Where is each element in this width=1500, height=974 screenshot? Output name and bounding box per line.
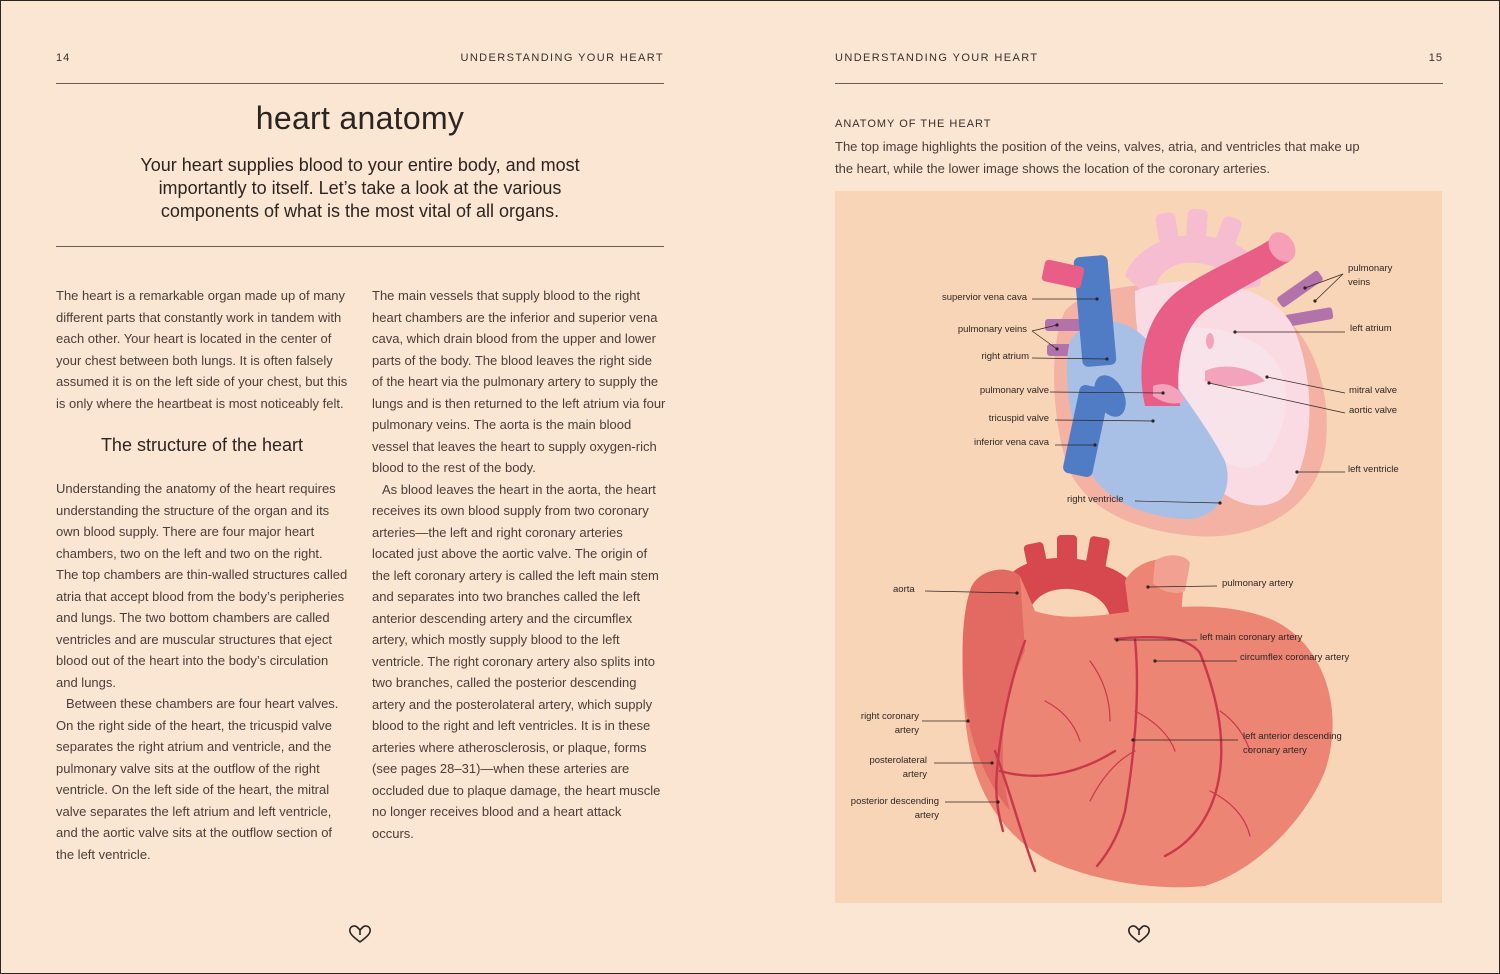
header-rule [56,83,664,84]
label-circumflex-coronary-artery: circumflex coronary artery [1240,652,1350,663]
label-posterior-descending-artery: posterior descending artery [850,796,939,821]
paragraph: As blood leaves the heart in the aorta, the heart receives its own blood supply from two coronary arteries—the left and right coronary arteries located just above the aortic valve. The origin of the left coronary artery is called the left main stem and separates into two branches called the left anterior descending artery and the circumflex artery, which mostly supply blood to the left ventricle. The right coronary artery also splits into two branches, called the posterior descending artery and the posterolateral artery, which supply blood to the right and left ventricles. It is in these arteries where atherosclerosis, or plaque, forms (see pages 28–31)—when these arteries are occluded due to plaque damage, the heart muscle no longer receives blood and a heart attack occurs. [372,481,661,841]
column-2 [372,285,666,844]
intro-text: Your heart supplies blood to your entire body, and most importantly to itself. Let’s take a look at the various components of what is the most vital of all organs. [140,155,580,221]
paragraph: The main vessels that supply blood to the right heart chambers are the inferior and superior vena cava, which drain blood from the upper and lower parts of the body. The blood leaves the right side of the heart via the pulmonary artery to supply the lungs and is then returned to the left atrium via four pulmonary veins. The aorta is the main blood vessel that leaves the heart to supply oxygen-rich blood to the rest of the body. [372,288,666,475]
label-left-ventricle: left ventricle [1348,464,1399,475]
page-title: heart anatomy [255,100,465,136]
label-left-atrium: left atrium [1350,323,1392,334]
heart-outline-icon [1127,924,1151,944]
label-pulmonary-veins-right: pulmonary veins [1348,263,1393,288]
paragraph: Understanding the anatomy of the heart requires understanding the structure of the organ and its own blood supply. There are four major heart chambers, two on the left and two on the right. The top chambers are thin-walled structures called atria that accept blood from the body’s peripheries and lungs. The two bottom chambers are called ventricles and are muscular structures that eject blood out of the heart into the body’s circulation and lungs. [56,481,348,690]
paragraph: Between these chambers are four heart valves. On the right side of the heart, the tricuspid valve separates the right atrium and ventricle, and the pulmonary valve sits at the outflow of the right ventricle. On the left side of the heart, the mitral valve separates the left atrium and left ventricle, and the aortic valve sits at the outflow section of the left ventricle. [56,696,339,862]
heart-anatomy-figure [835,191,1442,903]
label-aortic-valve: aortic valve [1349,405,1398,416]
header-rule [835,83,1443,84]
intro-rule [56,246,664,247]
label-mitral-valve: mitral valve [1349,385,1398,396]
page-number-left: 14 [56,52,71,64]
label-pulmonary-artery: pulmonary artery [1222,578,1294,589]
running-head-right: UNDERSTANDING YOUR HEART [835,52,1039,64]
figure-caption: The top image highlights the position of the veins, valves, atria, and ventricles that make up the heart, while the lower image shows the location of the coronary arteries. [835,139,1360,176]
label-inferior-vena-cava: inferior vena cava [974,437,1049,448]
figure-caption-heading: ANATOMY OF THE HEART [835,118,992,130]
label-left-main-coronary-artery: left main coronary artery [1200,632,1303,643]
label-tricuspid-valve: tricuspid valve [988,413,1049,424]
section-heading: The structure of the heart [100,435,304,455]
label-aorta: aorta [893,584,915,595]
label-right-coronary-artery: right coronary artery [860,711,919,736]
right-page [750,0,1500,974]
label-superior-vena-cava: supervior vena cava [941,292,1027,303]
running-head-left: UNDERSTANDING YOUR HEART [460,52,664,64]
label-pulmonary-veins-left: pulmonary veins [957,324,1027,335]
heart-outline-icon [348,924,372,944]
label-right-ventricle: right ventricle [1067,494,1124,505]
label-pulmonary-valve: pulmonary valve [979,385,1049,396]
paragraph: The heart is a remarkable organ made up of many different parts that constantly work in tandem with each other. Your heart is located in the center of your chest between both lungs. It is often falsely assumed it is on the left side of your chest, but this is only where the heartbeat is most noticeably felt. [56,288,348,411]
page-number-right: 15 [1428,52,1443,64]
label-left-anterior-descending-artery: left anterior descending coronary artery [1243,731,1342,756]
cross-section-heart [1041,208,1334,536]
label-right-atrium: right atrium [981,351,1029,362]
label-posterolateral-artery: posterolateral artery [869,755,927,780]
column-1 [56,285,348,865]
